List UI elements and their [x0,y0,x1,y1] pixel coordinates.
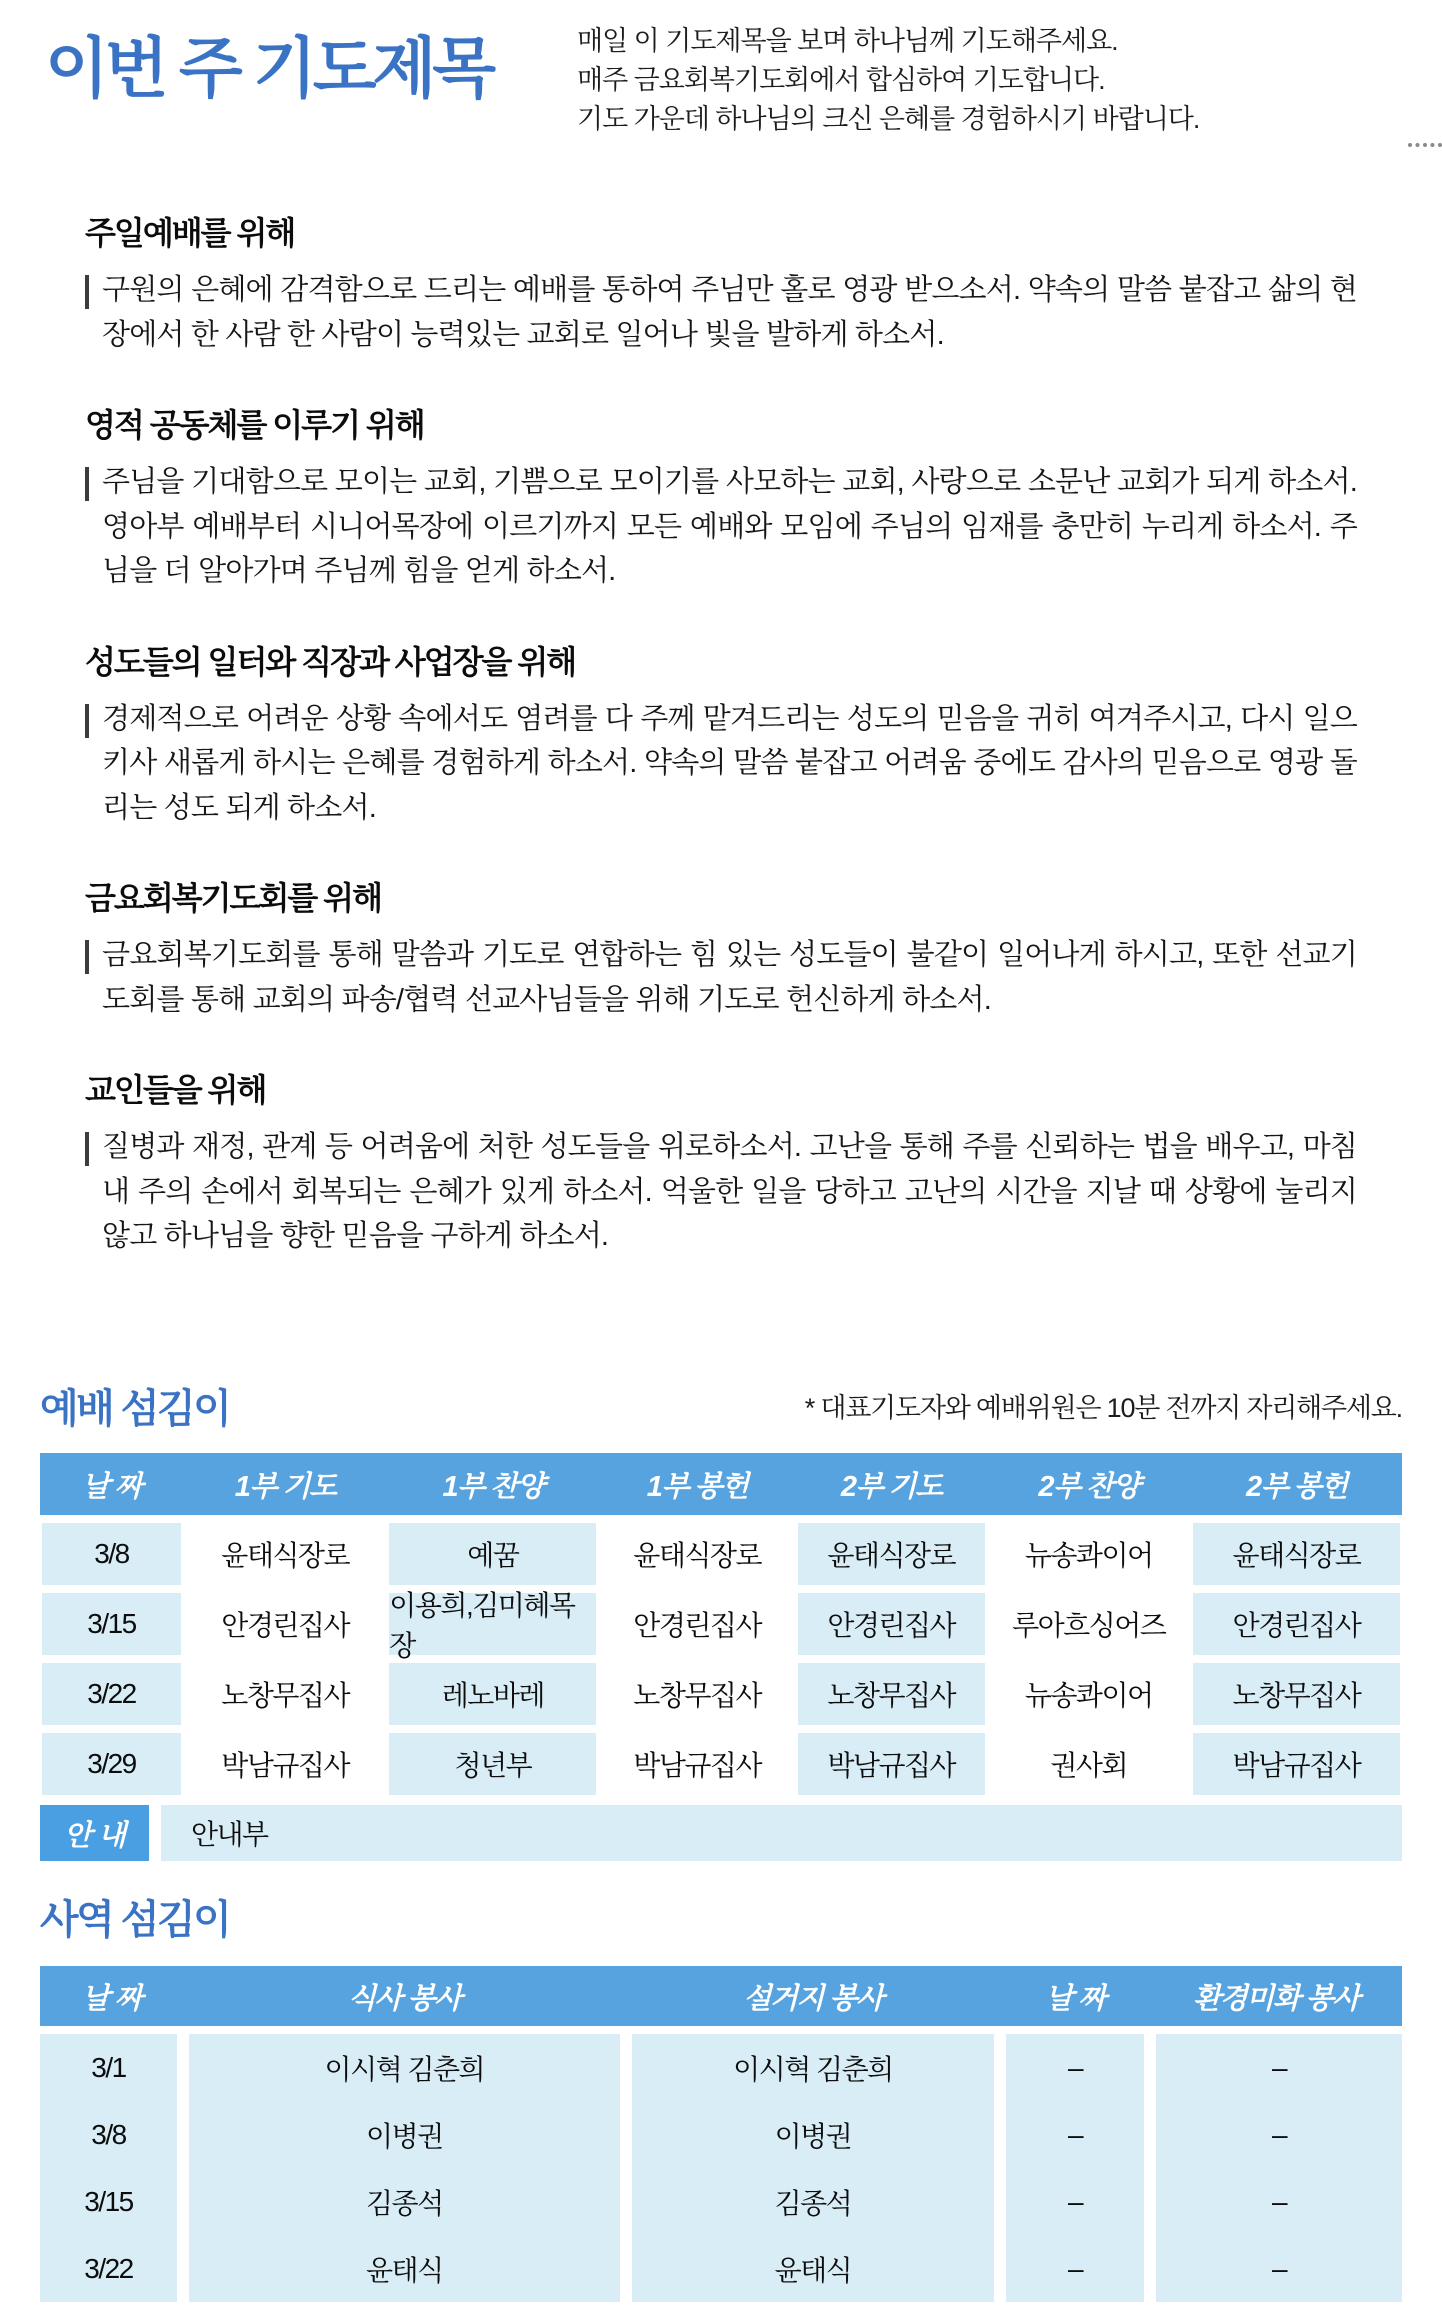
paragraph-bar [85,704,89,738]
paragraph-bar [85,1132,89,1166]
table-cell: 박남규집사 [633,1750,762,1781]
section-body [102,697,1357,831]
table-header-row [40,1453,1402,1515]
section-heading: 주일예배를 위해 [85,215,295,251]
intro-text [577,20,1392,139]
column-header-date: 날 짜 [81,1470,142,1503]
page-title: 이번 주 기도제목 [45,31,492,105]
table-cell: 안경린집사 [221,1610,350,1641]
table-body [40,2034,1402,2302]
table-cell-date: 3/22 [40,1663,183,1725]
table-cell: 이병권 [183,2101,626,2168]
intro-line: 매일 이 기도제목을 보며 하나님께 기도해주세요. [577,26,1118,56]
table-cell: – [1150,2034,1402,2101]
paragraph-bar [85,467,89,501]
section-heading: 금요회복기도회를 위해 [85,880,382,916]
table-cell: 이시혁 김춘희 [183,2034,626,2101]
table-cell: – [1150,2168,1402,2235]
table-cell: 안경린집사 [1191,1593,1402,1655]
table-cell-date: 3/15 [40,2168,183,2235]
ministry-servers-table [40,1966,1402,2302]
table-row [40,1733,1402,1795]
table-cell: – [1000,2101,1150,2168]
section-body-text: 질병과 재정, 관계 등 어려움에 처한 성도들을 위로하소서. 고난을 통해 주를 신뢰하는 법을 배우고, 마침내 주의 손에서 회복되는 은혜가 있게 하소서. 억울한 일을 당하고 고난의 시간을 지날 때 상황에 눌리지 않고 하나님을 향한 믿음을 구하게 하소서. [102,1131,1357,1252]
column-header-service1-praise: 1부 찬양 [442,1470,544,1503]
prayer-section-sunday-worship [0,212,1442,357]
table-cell: 예꿈 [387,1523,598,1585]
worship-servers-table [40,1453,1402,1861]
table-cell: 김종석 [626,2168,1001,2235]
table-cell: 이용희,김미혜목장 [387,1593,598,1655]
table-cell: 노창무집사 [633,1680,762,1711]
table-cell-date: 3/29 [40,1733,183,1795]
table-cell: 윤태식 [626,2235,1001,2302]
section-body-text: 구원의 은혜에 감격함으로 드리는 예배를 통하여 주님만 홀로 영광 받으소서. 약속의 말씀 붙잡고 삶의 현장에서 한 사람 한 사람이 능력있는 교회로 일어나 빛을 발하게 하소서. [102,274,1357,351]
column-header-date: 날 짜 [81,1982,142,2015]
column-header-cleaning: 환경미화 봉사 [1193,1982,1359,2015]
table-cell: 김종석 [183,2168,626,2235]
column-header-service1-offering: 1부 봉헌 [646,1470,748,1503]
page-edge-mark [1408,143,1442,147]
table-cell: 루아흐싱어즈 [1012,1610,1166,1641]
table-cell: 노창무집사 [221,1680,350,1711]
info-row [40,1805,1402,1861]
prayer-section-workplaces [0,641,1442,831]
section-body [102,1125,1357,1259]
table-cell: 노창무집사 [796,1663,987,1725]
section-body-text: 경제적으로 어려운 상황 속에서도 염려를 다 주께 맡겨드리는 성도의 믿음을 귀히 여겨주시고, 다시 일으키사 새롭게 하시는 은혜를 경험하게 하소서. 약속의 말씀 붙잡고 어려움 중에도 감사의 믿음으로 영광 돌리는 성도 되게 하소서. [102,702,1357,824]
table-cell: 청년부 [387,1733,598,1795]
table-cell-date: 3/8 [40,2101,183,2168]
table-header-row [40,1966,1402,2026]
table-cell: 윤태식장로 [633,1540,762,1571]
paragraph-bar [85,275,89,309]
section-body [102,460,1357,594]
table-row [40,2168,1402,2235]
table-cell: 노창무집사 [1191,1663,1402,1725]
section-heading: 성도들의 일터와 직장과 사업장을 위해 [85,643,576,680]
table-cell: 박남규집사 [221,1750,350,1781]
column-header-service2-offering: 2부 봉헌 [1246,1470,1347,1503]
table-cell: 뉴송콰이어 [1024,1680,1153,1711]
table-cell: – [1000,2034,1150,2101]
table-cell: – [1000,2168,1150,2235]
ministry-servers-section [40,1898,1402,2302]
punctuality-note: * 대표기도자와 예배위원은 10분 전까지 자리해주세요. [804,1393,1402,1423]
table-row [40,2034,1402,2101]
table-cell-date: 3/22 [40,2235,183,2302]
table-cell: 안경린집사 [796,1593,987,1655]
table-row [40,1663,1402,1725]
section-heading: 교인들을 위해 [85,1072,266,1108]
worship-servers-section [40,1386,1402,1861]
table-cell: 안경린집사 [633,1610,762,1641]
column-header-service2-prayer: 2부 기도 [840,1470,942,1503]
table-cell: – [1150,2235,1402,2302]
table-cell: 박남규집사 [1191,1733,1402,1795]
section-body-text: 금요회복기도회를 통해 말씀과 기도로 연합하는 힘 있는 성도들이 불같이 일어나게 하시고, 또한 선교기도회를 통해 교회의 파송/협력 선교사님들을 위해 기도로 헌신하게 하소서. [102,939,1357,1016]
table-cell: 윤태식장로 [221,1540,350,1571]
table-cell: – [1150,2101,1402,2168]
info-badge: 안 내 [40,1805,149,1861]
table-cell-date: 3/1 [40,2034,183,2101]
section-heading: 영적 공동체를 이루기 위해 [85,407,424,443]
page-header [45,20,1392,139]
table-cell: 이병권 [626,2101,1001,2168]
paragraph-bar [85,940,89,974]
column-header-service1-prayer: 1부 기도 [234,1470,336,1503]
table-cell: 박남규집사 [796,1733,987,1795]
prayer-section-friday-prayer-meeting [0,877,1442,1022]
table-cell: 윤태식 [183,2235,626,2302]
table-cell: 윤태식장로 [796,1523,987,1585]
table-cell: 레노바레 [387,1663,598,1725]
table-cell-date: 3/8 [40,1523,183,1585]
info-value: 안내부 [161,1805,1402,1861]
column-header-service2-praise: 2부 찬양 [1038,1470,1140,1503]
intro-line: 매주 금요회복기도회에서 합심하여 기도합니다. [577,65,1105,95]
prayer-sections [0,212,1442,1306]
worship-servers-title: 예배 섬김이 [40,1387,230,1431]
table-row [40,1523,1402,1585]
column-header-dish-washing: 설거지 봉사 [743,1982,883,2015]
prayer-section-church-members [0,1069,1442,1259]
table-cell: 권사회 [1050,1750,1128,1781]
table-row [40,2235,1402,2302]
section-body [102,933,1357,1022]
table-row [40,2101,1402,2168]
table-row [40,1590,1402,1661]
section-body [102,268,1357,357]
table-cell: – [1000,2235,1150,2302]
worship-servers-header [40,1386,1402,1431]
ministry-servers-title: 사역 섬김이 [40,1898,230,1942]
column-header-meal-service: 식사 봉사 [348,1982,461,2015]
table-cell: 뉴송콰이어 [1024,1540,1153,1571]
intro-line: 기도 가운데 하나님의 크신 은혜를 경험하시기 바랍니다. [577,104,1200,134]
table-cell: 윤태식장로 [1191,1523,1402,1585]
table-cell-date: 3/15 [40,1593,183,1655]
table-cell: 이시혁 김춘희 [626,2034,1001,2101]
prayer-section-spiritual-community [0,404,1442,594]
section-body-text: 주님을 기대함으로 모이는 교회, 기쁨으로 모이기를 사모하는 교회, 사랑으로 소문난 교회가 되게 하소서. 영아부 예배부터 시니어목장에 이르기까지 모든 예배와 모임에 주님의 임재를 충만히 누리게 하소서. 주님을 더 알아가며 주님께 힘을 얻게 하소서. [102,466,1357,587]
column-header-date2: 날 짜 [1045,1982,1105,2015]
